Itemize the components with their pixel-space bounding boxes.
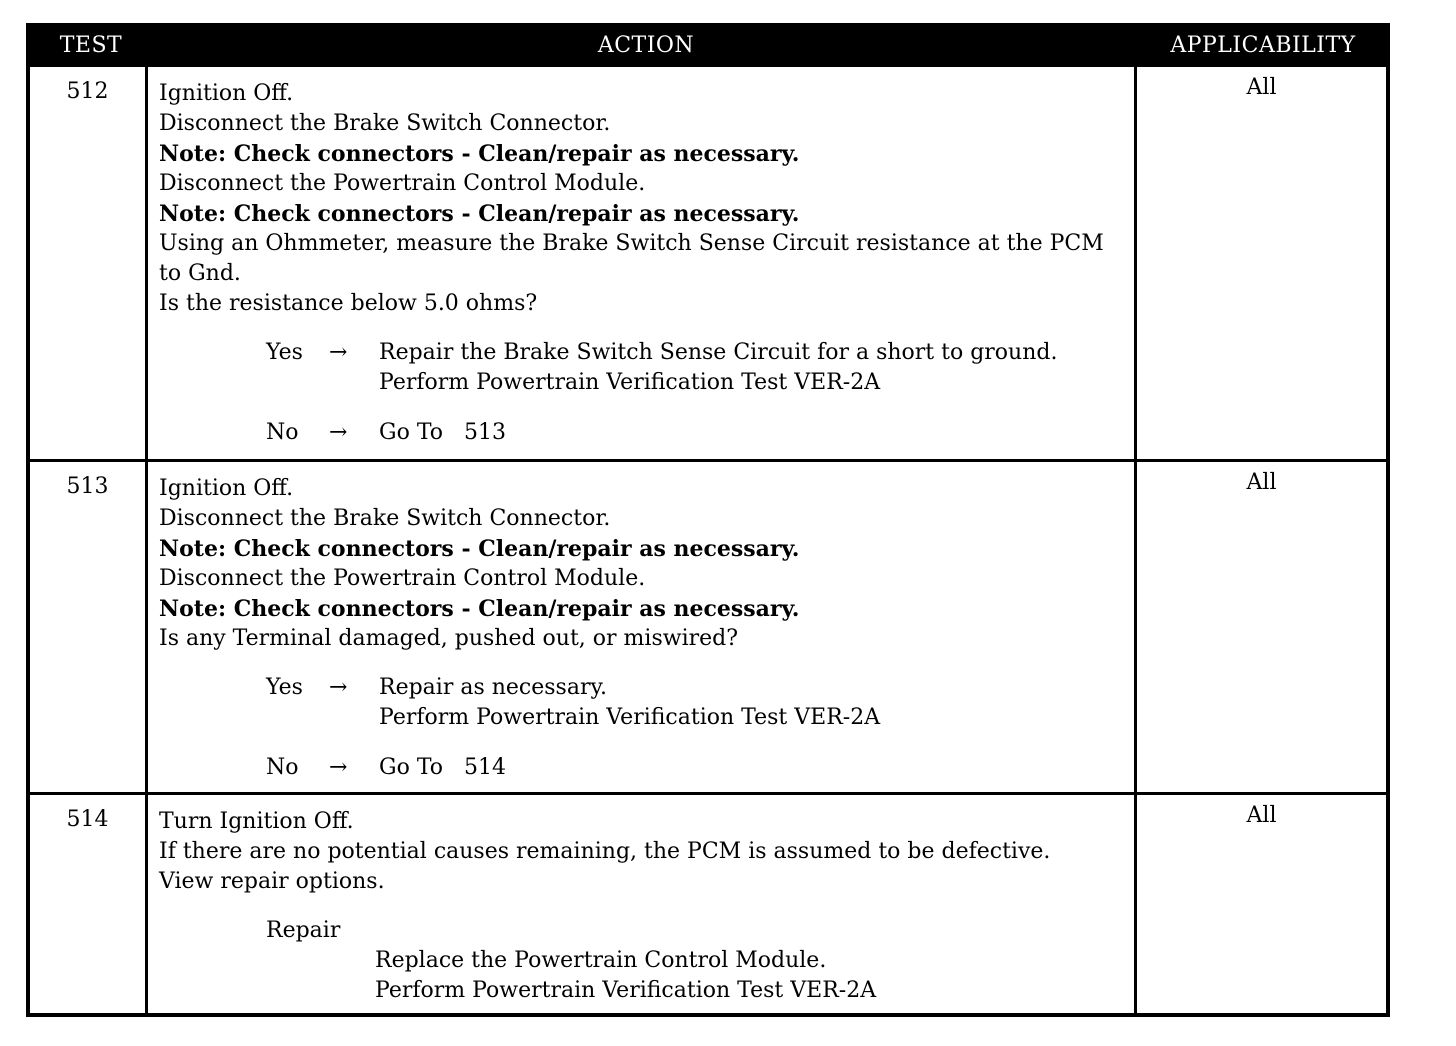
yes-result: Repair the Brake Switch Sense Circuit for a short to ground. [379, 340, 1058, 365]
yes-response [159, 673, 1134, 703]
note-line: Note: Check connectors - Clean/repair as necessary. [159, 536, 800, 562]
no-label: No [266, 420, 299, 445]
question-line: Is any Terminal damaged, pushed out, or miswired? [159, 626, 739, 651]
action-line: Disconnect the Powertrain Control Module. [159, 566, 646, 591]
action-line: Disconnect the Powertrain Control Module. [159, 171, 646, 196]
arrow-right-icon: → [329, 675, 348, 700]
arrow-right-icon: → [329, 420, 348, 445]
table-row-514 [30, 792, 1386, 1013]
repair-label: Repair [266, 918, 341, 943]
question-line: Is the resistance below 5.0 ohms? [159, 291, 538, 316]
verification-test: Perform Powertrain Verification Test VER-2A [375, 978, 877, 1003]
header-test: TEST [59, 33, 123, 58]
action-line: View repair options. [159, 869, 385, 894]
action-line: Turn Ignition Off. [159, 809, 354, 834]
yes-result: Repair as necessary. [379, 675, 607, 700]
action-cell [151, 67, 1137, 459]
no-response [159, 418, 1134, 448]
yes-response [159, 338, 1134, 368]
no-label: No [266, 755, 299, 780]
action-cell [151, 795, 1137, 1013]
action-line: to Gnd. [159, 261, 241, 286]
table-header [30, 27, 1386, 67]
header-applicability: APPLICABILITY [1170, 33, 1356, 58]
yes-label: Yes [266, 340, 303, 365]
action-line: Using an Ohmmeter, measure the Brake Switch Sense Circuit resistance at the PCM [159, 231, 1104, 256]
arrow-right-icon: → [329, 340, 348, 365]
verification-test: Perform Powertrain Verification Test VER-2A [379, 705, 881, 730]
test-number: 513 [30, 462, 148, 792]
action-cell [151, 462, 1137, 792]
go-to-step: Go To 513 [379, 420, 506, 445]
header-action: ACTION [597, 33, 695, 58]
action-line: If there are no potential causes remaining, the PCM is assumed to be defective. [159, 839, 1051, 864]
yes-response-continued [159, 703, 1134, 733]
diagnostic-table [26, 23, 1390, 1017]
applicability-cell: All [1246, 75, 1277, 100]
test-number: 512 [30, 67, 148, 459]
yes-label: Yes [266, 675, 303, 700]
note-line: Note: Check connectors - Clean/repair as necessary. [159, 201, 800, 227]
action-line: Disconnect the Brake Switch Connector. [159, 111, 611, 136]
applicability-cell: All [1246, 470, 1277, 495]
action-line: Disconnect the Brake Switch Connector. [159, 506, 611, 531]
action-line: Ignition Off. [159, 81, 294, 106]
verification-test: Perform Powertrain Verification Test VER-2A [379, 370, 881, 395]
no-response [159, 753, 1134, 783]
note-line: Note: Check connectors - Clean/repair as necessary. [159, 141, 800, 167]
action-line: Ignition Off. [159, 476, 294, 501]
arrow-right-icon: → [329, 755, 348, 780]
repair-step: Replace the Powertrain Control Module. [375, 948, 827, 973]
applicability-cell: All [1246, 803, 1277, 828]
table-row-513 [30, 459, 1386, 792]
table-row-512 [30, 67, 1386, 459]
yes-response-continued [159, 368, 1134, 398]
go-to-step: Go To 514 [379, 755, 506, 780]
test-number: 514 [30, 795, 148, 1013]
note-line: Note: Check connectors - Clean/repair as necessary. [159, 596, 800, 622]
